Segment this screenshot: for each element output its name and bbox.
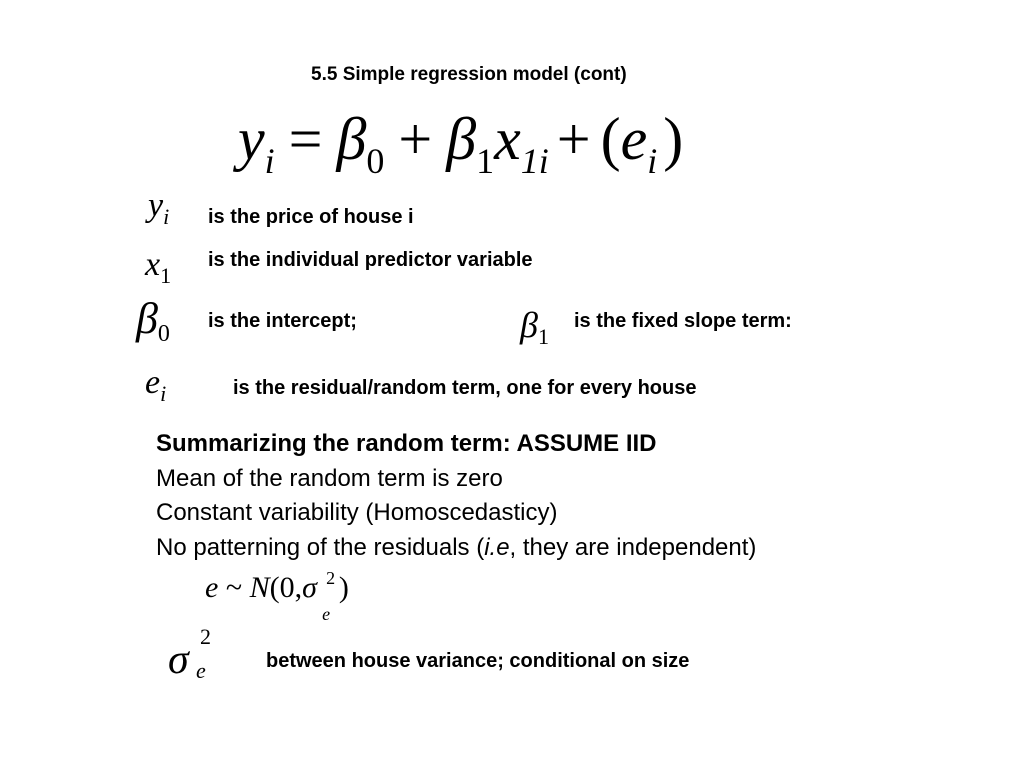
symbol-beta-0: $\beta_0$ (136, 294, 170, 347)
variance-definition: between house variance; conditional on size (266, 650, 690, 672)
symbol-e-i: $e_i$ (145, 364, 167, 406)
definition-residual: is the residual/random term, one for every house (233, 377, 697, 399)
assumptions-list (156, 427, 756, 565)
assumption-variance: Constant variability (Homoscedasticy) (156, 499, 558, 526)
definition-slope: is the fixed slope term: (574, 310, 792, 332)
definition-y: is the price of house i (208, 206, 414, 228)
distribution-formula: e ~ N(0,σ 2 e ) (205, 568, 349, 624)
symbol-sigma-e-squared: σ 2 e (168, 624, 211, 683)
symbol-beta-1: $\beta_1$ (520, 305, 549, 349)
symbol-x-1: $x_1$ (145, 246, 172, 288)
slide-title: 5.5 Simple regression model (cont) (311, 64, 627, 85)
assumptions-heading: Summarizing the random term: ASSUME IID (156, 430, 657, 457)
regression-equation: $y_i = \beta_0 + \beta_1x_{1i} + (e_i$ ) (238, 106, 684, 181)
definition-intercept: is the intercept; (208, 310, 357, 332)
assumption-independence: No patterning of the residuals (i.e, they are independent) (156, 533, 757, 561)
assumption-mean: Mean of the random term is zero (156, 464, 503, 492)
definition-x: is the individual predictor variable (208, 249, 533, 271)
symbol-y-i: $y_i$ (148, 187, 170, 229)
